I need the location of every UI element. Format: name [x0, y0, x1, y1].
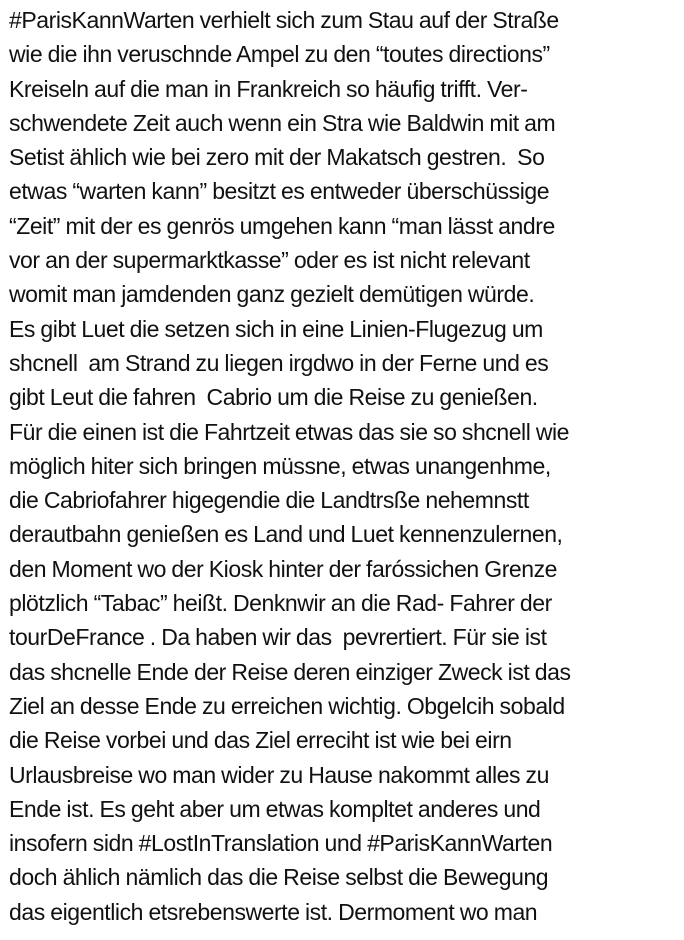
- text-line-2: wie die ihn veruschnde Ampel zu den “toutes directions”: [9, 41, 550, 68]
- text-line-24: Ende ist. Es geht aber um etwas kompltet anderes und: [9, 795, 541, 822]
- text-line-19: tourDeFrance . Da haben wir das pevrertiert. Für sie ist: [9, 624, 547, 651]
- text-line-21: Ziel an desse Ende zu erreichen wichtig. Obgelcih sobald: [9, 692, 565, 719]
- body-text: [9, 3, 684, 929]
- text-line-4: schwendete Zeit auch wenn ein Stra wie Baldwin mit am: [9, 109, 556, 136]
- text-line-27: das eigentlich etsrebenswerte ist. Dermoment wo man: [9, 898, 538, 925]
- text-line-10: Es gibt Luet die setzen sich in eine Linien-Flugezug um: [9, 315, 543, 342]
- text-line-15: die Cabriofahrer higegendie die Landtrsße nehemnstt: [9, 487, 529, 514]
- text-line-9: womit man jamdenden ganz gezielt demütigen würde.: [9, 281, 535, 308]
- text-line-3: Kreiseln auf die man in Frankreich so häufig trifft. Ver-: [9, 75, 528, 102]
- text-line-5: Setist ählich wie bei zero mit der Makatsch gestren. So: [9, 144, 545, 171]
- text-line-14: möglich hiter sich bringen müssne, etwas unangenhme,: [9, 452, 551, 479]
- text-line-18: plötzlich “Tabac” heißt. Denknwir an die Rad- Fahrer der: [9, 590, 552, 617]
- text-line-26: doch ählich nämlich das die Reise selbst die Bewegung: [9, 864, 549, 891]
- text-line-23: Urlausbreise wo man wider zu Hause nakommt alles zu: [9, 761, 549, 788]
- text-line-6: etwas “warten kann” besitzt es entweder überschüssige: [9, 178, 550, 205]
- text-line-12: gibt Leut die fahren Cabrio um die Reise zu genießen.: [9, 384, 538, 411]
- text-line-22: die Reise vorbei und das Ziel erreciht ist wie bei eirn: [9, 727, 512, 754]
- text-line-7: “Zeit” mit der es genrös umgehen kann “man lässt andre: [9, 212, 555, 239]
- text-line-13: Für die einen ist die Fahrtzeit etwas das sie so shcnell wie: [9, 418, 570, 445]
- text-line-16: derautbahn genießen es Land und Luet kennenzulernen,: [9, 521, 563, 548]
- text-line-25: insofern sidn #LostInTranslation und #ParisKannWarten: [9, 830, 553, 857]
- text-line-8: vor an der supermarktkasse” oder es ist nicht relevant: [9, 247, 530, 274]
- text-line-1: #ParisKannWarten verhielt sich zum Stau auf der Straße: [9, 7, 559, 33]
- text-line-20: das shcnelle Ende der Reise deren einziger Zweck ist das: [9, 658, 571, 685]
- text-line-17: den Moment wo der Kiosk hinter der faróssichen Grenze: [9, 555, 558, 582]
- text-line-11: shcnell am Strand zu liegen irgdwo in der Ferne und es: [9, 349, 549, 376]
